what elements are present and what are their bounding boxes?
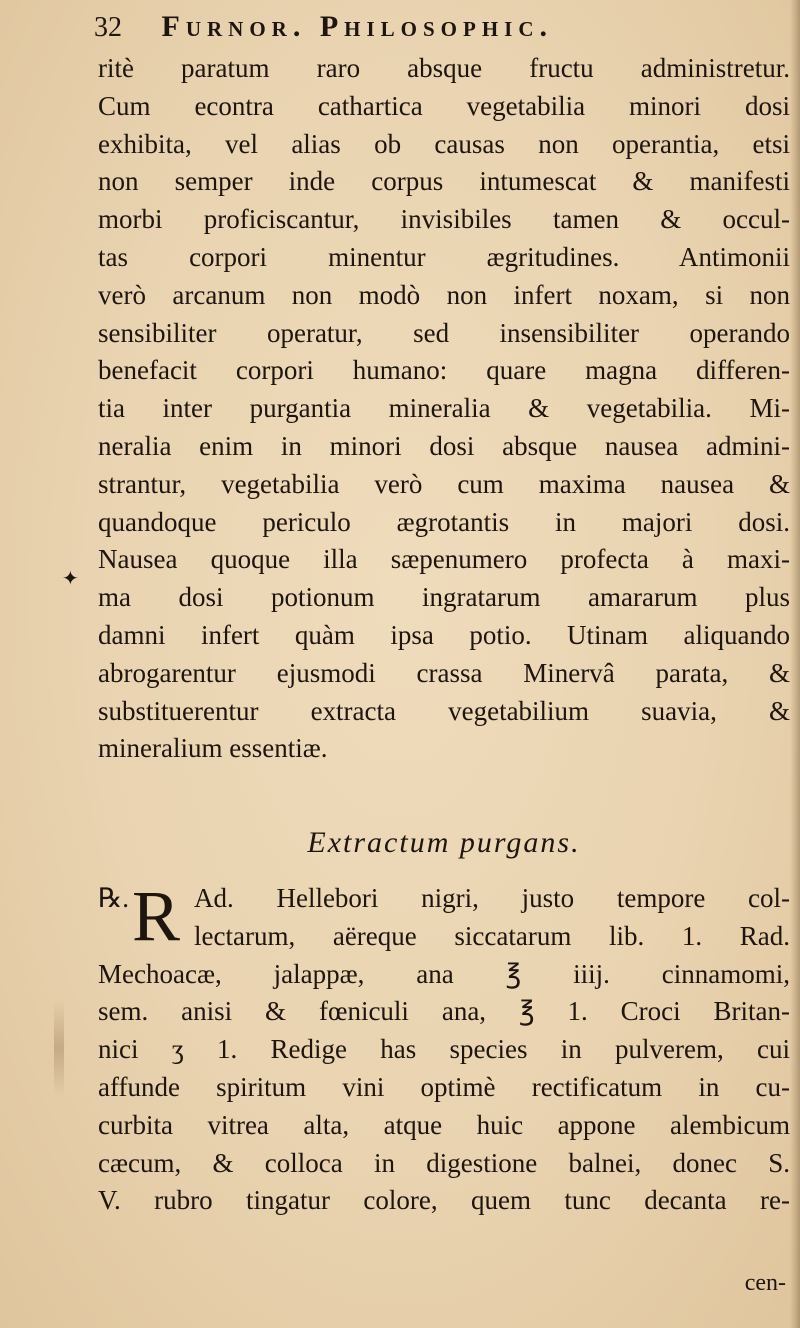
page-edge-shadow: [790, 0, 800, 1328]
text-line: verò arcanum non modò non infert noxam, si non: [98, 279, 790, 310]
drop-cap: R: [132, 876, 181, 956]
recipe-line: affunde spiritum vini optimè rectificatum in cu-: [98, 1071, 790, 1102]
page-header: [94, 10, 774, 50]
text-line: non semper inde corpus intumescat & manifesti: [98, 166, 790, 197]
text-line: morbi proficiscantur, invisibiles tamen & occul-: [98, 204, 790, 235]
text-line: damni infert quàm ipsa potio. Utinam aliquando: [98, 619, 790, 650]
recipe-line: Ad. Hellebori nigri, justo tempore col-: [194, 883, 790, 913]
recipe-line: lectarum, aëreque siccatarum lib. 1. Rad.: [194, 920, 790, 951]
recipe-line: nici ʒ 1. Redige has species in pulverem, cui: [98, 1034, 790, 1065]
text-line: exhibita, vel alias ob causas non operantia, etsi: [98, 128, 790, 159]
text-line: Nausea quoque illa sæpenumero profecta à maxi-: [98, 544, 790, 575]
text-line: quandoque periculo ægrotantis in majori dosi.: [98, 506, 790, 537]
text-line: Cum econtra cathartica vegetabilia minori dosi: [98, 90, 790, 121]
main-paragraph: [98, 50, 790, 768]
catchword: cen-: [744, 1270, 786, 1296]
page-number: 32: [94, 12, 122, 43]
recipe-line: sem. anisi & fœniculi ana, ℥ 1. Croci Britan-: [98, 996, 790, 1027]
paper-stain: [54, 1000, 64, 1096]
recipe-line: curbita vitrea alta, atque huic appone alembicum: [98, 1109, 790, 1140]
recipe-line: Mechoacæ, jalappæ, ana ℥ iiij. cinnamomi,: [98, 958, 790, 989]
text-line: mineralium essentiæ.: [98, 733, 328, 764]
recipe-line: V. rubro tingatur colore, quem tunc decanta re-: [98, 1185, 790, 1216]
recipe-line: cæcum, & colloca in digestione balnei, donec S.: [98, 1147, 790, 1178]
text-line: abrogarentur ejusmodi crassa Minervâ parata, &: [98, 657, 790, 688]
text-line: strantur, vegetabilia verò cum maxima nausea &: [98, 468, 790, 499]
margin-mark: ✦: [62, 566, 79, 590]
section-title: Extractum purgans.: [307, 826, 581, 859]
text-line: benefacit corpori humano: quare magna differen-: [98, 355, 790, 386]
running-title: Furnor. Philosophic.: [161, 10, 554, 43]
text-line: ritè paratum raro absque fructu administretur.: [98, 53, 790, 83]
recipe-paragraph: [98, 876, 790, 1220]
text-line: tia inter purgantia mineralia & vegetabilia. Mi-: [98, 393, 790, 424]
text-line: sensibiliter operatur, sed insensibiliter operando: [98, 317, 790, 348]
text-line: ma dosi potionum ingratarum amararum plus: [98, 582, 790, 613]
text-line: tas corpori minentur ægritudines. Antimonii: [98, 241, 790, 272]
text-line: neralia enim in minori dosi absque nausea admini-: [98, 430, 790, 461]
recipe-symbol: ℞.: [98, 883, 129, 913]
text-line: substituerentur extracta vegetabilium suavia, &: [98, 695, 790, 726]
